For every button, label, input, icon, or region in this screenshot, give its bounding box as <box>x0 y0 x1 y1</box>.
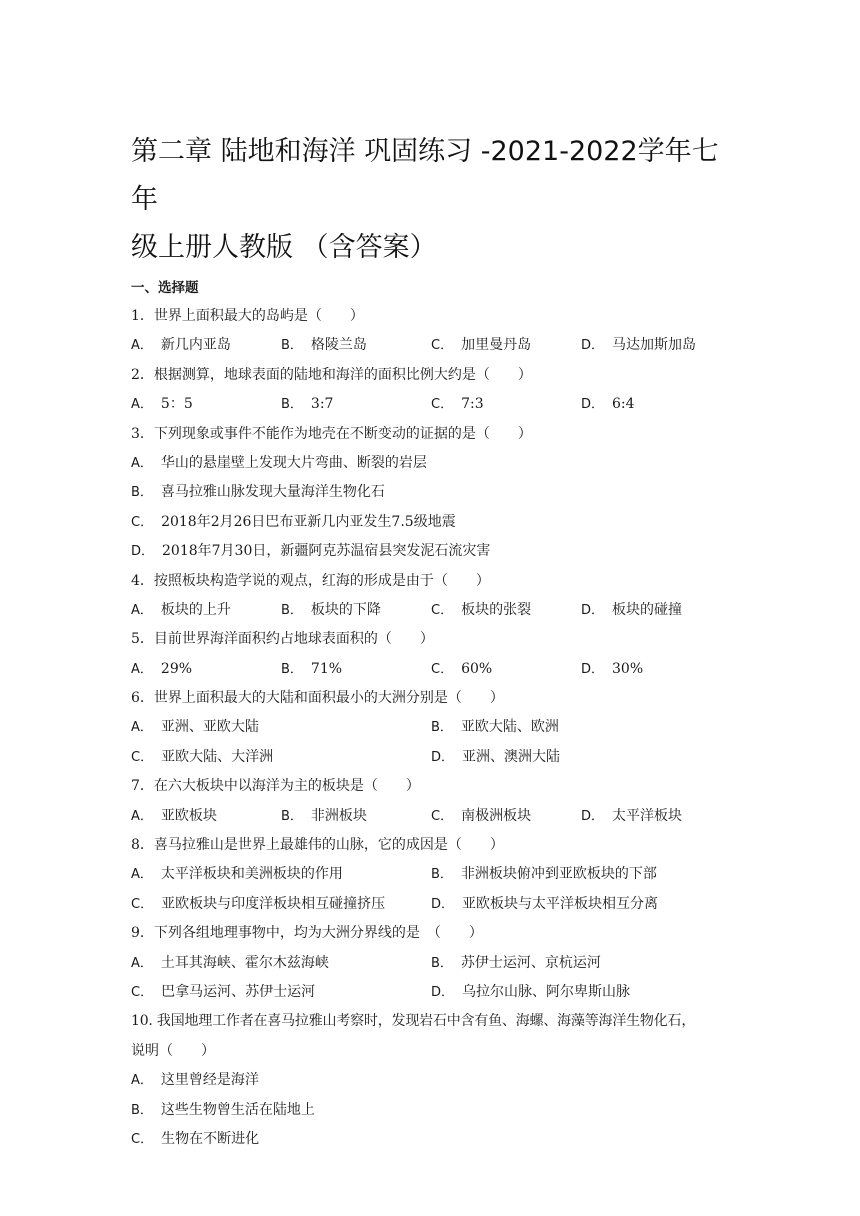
option-row <box>131 978 741 1007</box>
question-2 <box>131 361 741 420</box>
option-row <box>131 596 741 625</box>
option-c: C． 60% <box>431 660 493 677</box>
option-row <box>131 743 741 772</box>
option-a: A． 太平洋板块和美洲板块的作用 <box>131 866 343 883</box>
question-10 <box>131 1007 741 1154</box>
option-b: B． 亚欧大陆、欧洲 <box>431 719 559 736</box>
question-1 <box>131 302 741 361</box>
option-d: D． 乌拉尔山脉、阿尔卑斯山脉 <box>431 983 631 1000</box>
question-9 <box>131 919 741 1007</box>
question-stem: 10. 我国地理工作者在喜马拉雅山考察时，发现岩石中含有鱼、海螺、海藻等海洋生物化石， <box>131 1013 696 1030</box>
option-d: D． 2018年7月30日，新疆阿克苏温宿县突发泥石流灾害 <box>131 543 491 560</box>
option-d: D． 30% <box>581 660 644 677</box>
option-b: B． 3:7 <box>281 396 334 413</box>
title-line-2: 级上册人教版 （含答案） <box>131 232 437 263</box>
document-title <box>131 128 741 272</box>
question-stem: 9．下列各组地理事物中，均为大洲分界线的是 （ ） <box>131 925 483 942</box>
option-d: D． 马达加斯加岛 <box>581 337 697 354</box>
option-a: A． 29% <box>131 660 193 677</box>
question-7 <box>131 772 741 831</box>
option-a: A． 新几内亚岛 <box>131 337 231 354</box>
option-b: B． 71% <box>281 660 343 677</box>
option-b: B． 板块的下降 <box>281 601 381 618</box>
question-stem-continued: 说明（ ） <box>131 1042 215 1059</box>
option-c: C． 7:3 <box>431 396 484 413</box>
option-c: C． 南极洲板块 <box>431 807 532 824</box>
option-c: C． 亚欧板块与印度洋板块相互碰撞挤压 <box>131 895 386 912</box>
option-a: A． 亚洲、亚欧大陆 <box>131 719 259 736</box>
option-b: B． 喜马拉雅山脉发现大量海洋生物化石 <box>131 484 385 501</box>
question-8 <box>131 831 741 919</box>
question-6 <box>131 684 741 772</box>
option-d: D． 板块的碰撞 <box>581 601 683 618</box>
question-stem: 1．世界上面积最大的岛屿是（ ） <box>131 308 364 324</box>
title-line-1: 第二章 陆地和海洋 巩固练习 -2021-2022学年七年 <box>131 136 719 215</box>
section-heading: 一、选择题 <box>131 280 199 296</box>
option-c: C． 板块的张裂 <box>431 601 532 618</box>
option-b: B． 非洲板块 <box>281 807 367 824</box>
option-d: D． 6:4 <box>581 396 635 413</box>
option-row <box>131 331 741 360</box>
option-row <box>131 713 741 742</box>
option-c: C． 生物在不断进化 <box>131 1130 260 1147</box>
question-stem: 6．世界上面积最大的大陆和面积最小的大洲分别是（ ） <box>131 690 504 707</box>
option-a: A． 这里曾经是海洋 <box>131 1072 259 1089</box>
option-row <box>131 390 741 419</box>
question-4 <box>131 567 741 626</box>
option-c: C． 巴拿马运河、苏伊士运河 <box>131 983 316 1000</box>
option-d: D． 亚欧板块与太平洋板块相互分离 <box>431 895 659 912</box>
option-c: C． 加里曼丹岛 <box>431 337 532 354</box>
option-c: C． 2018年2月26日巴布亚新几内亚发生7.5级地震 <box>131 513 456 530</box>
option-row <box>131 655 741 684</box>
question-stem: 4．按照板块构造学说的观点，红海的形成是由于（ ） <box>131 572 490 589</box>
option-b: B． 非洲板块俯冲到亚欧板块的下部 <box>431 866 657 883</box>
question-stem: 7．在六大板块中以海洋为主的板块是（ ） <box>131 778 420 795</box>
question-stem: 8．喜马拉雅山是世界上最雄伟的山脉，它的成因是（ ） <box>131 837 504 854</box>
option-a: A． 华山的悬崖壁上发现大片弯曲、断裂的岩层 <box>131 454 427 471</box>
question-5 <box>131 625 741 684</box>
option-d: D． 太平洋板块 <box>581 807 683 824</box>
option-row <box>131 802 741 831</box>
option-row <box>131 949 741 978</box>
question-stem: 2．根据测算，地球表面的陆地和海洋的面积比例大约是（ ） <box>131 366 532 383</box>
document-content <box>131 128 741 1154</box>
option-a: A． 亚欧板块 <box>131 807 217 824</box>
option-row <box>131 890 741 919</box>
question-stem: 5．目前世界海洋面积约占地球表面积的（ ） <box>131 631 434 648</box>
option-row <box>131 860 741 889</box>
option-b: B． 苏伊士运河、京杭运河 <box>431 954 601 971</box>
option-a: A． 土耳其海峡、霍尔木兹海峡 <box>131 954 329 971</box>
option-a: A． 5：5 <box>131 396 193 413</box>
question-3 <box>131 420 741 567</box>
option-a: A． 板块的上升 <box>131 601 231 618</box>
option-d: D． 亚洲、澳洲大陆 <box>431 748 561 765</box>
option-b: B． 格陵兰岛 <box>281 337 367 354</box>
option-c: C． 亚欧大陆、大洋洲 <box>131 748 274 765</box>
question-stem: 3．下列现象或事件不能作为地壳在不断变动的证据的是（ ） <box>131 425 532 442</box>
option-b: B． 这些生物曾生活在陆地上 <box>131 1101 315 1118</box>
